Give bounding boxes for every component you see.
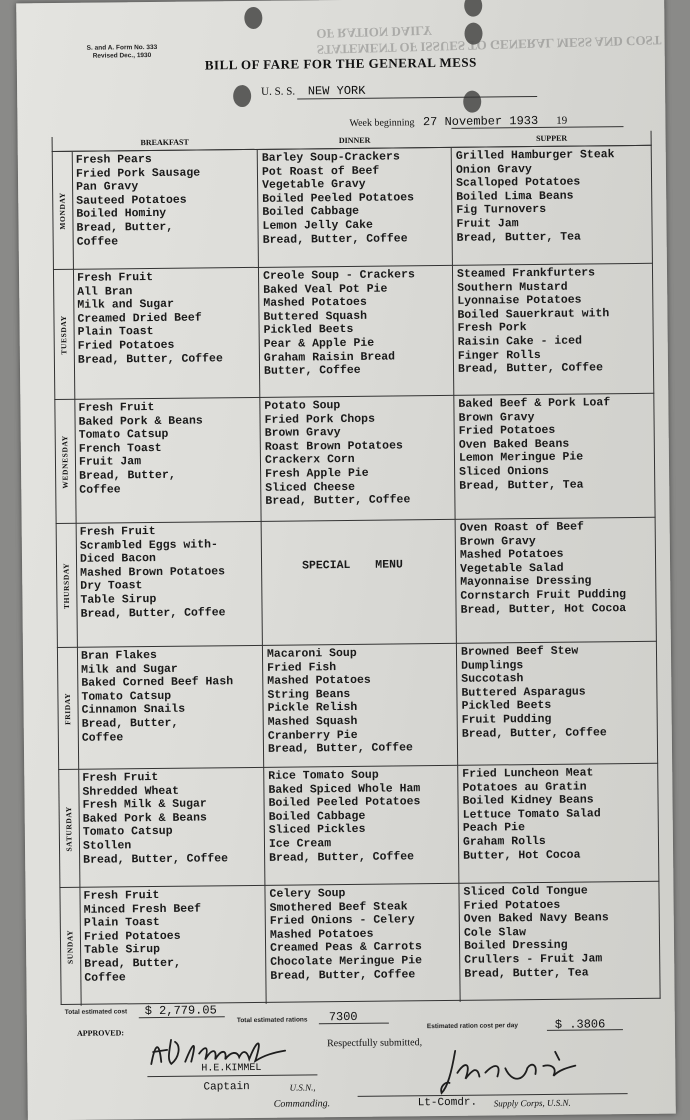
ration-cost-label: Estimated ration cost per day (426, 1022, 518, 1031)
approver-role: Commanding. (273, 1098, 331, 1110)
supper-cell (456, 518, 657, 644)
menu-item: Coffee (81, 730, 124, 745)
menu-item: Plain Toast (77, 325, 154, 340)
menu-item: Fried Luncheon Meat (462, 766, 594, 781)
day-label: FRIDAY (62, 692, 73, 726)
menu-item: Bread, Butter, Coffee (77, 351, 223, 367)
menu-item: Vegetable Gravy (262, 177, 366, 193)
menu-item: Brown Gravy (264, 426, 341, 441)
column-header-breakfast: BREAKFAST (140, 137, 189, 148)
menu-item: Fried Potatoes (77, 338, 175, 353)
menu-item: Bread, Butter, Coffee (461, 725, 607, 741)
menu-item: Southern Mustard (457, 280, 568, 295)
day-label: THURSDAY (61, 562, 72, 610)
menu-item: Fried Potatoes (83, 929, 181, 944)
menu-item: Table Sirup (84, 943, 161, 958)
menu-row-wednesday (54, 393, 655, 524)
bleed-through-text: STATEMENT OF ISSUES TO GENERAL MESS AND COST OF RATION DAILY (316, 23, 662, 58)
supper-cell (459, 882, 660, 1002)
menu-item: Bread, Butter, Coffee (265, 493, 411, 508)
menu-item: Coffee (79, 482, 121, 497)
menu-item: Pickled Beets (263, 323, 354, 338)
menu-item: Buttered Asparagus (461, 685, 586, 700)
menu-item: Creamed Peas & Carrots (270, 940, 422, 956)
menu-item: Fried Pork Chops (264, 412, 376, 427)
menu-item: Mayonnaise Dressing (460, 574, 592, 590)
menu-row-friday (57, 641, 658, 770)
menu-item: Bread, Butter, Coffee (83, 851, 229, 867)
menu-item: Cole Slaw (463, 925, 527, 940)
menu-item: Oven Roast of Beef (459, 520, 584, 535)
menu-item: Bread, Butter, (76, 220, 174, 235)
menu-item: Fried Potatoes (458, 423, 556, 439)
week-year-suffix: 19 (556, 114, 568, 127)
ship-field (261, 84, 365, 99)
menu-item: Table Sirup (80, 592, 157, 607)
menu-row-tuesday (53, 263, 654, 400)
menu-item: Fresh Pork (457, 321, 527, 336)
menu-item: Shredded Wheat (82, 784, 180, 799)
menu-item: Ice Cream (268, 837, 332, 851)
approver-rank: Captain (203, 1081, 250, 1094)
menu-item: Fried Potatoes (463, 898, 561, 913)
est-rations-label: Total estimated rations (236, 1016, 308, 1025)
day-label: WEDNESDAY (60, 435, 70, 489)
menu-item: Fruit Jam (456, 217, 519, 231)
est-rations-underline (319, 1023, 389, 1025)
menu-item: Brown Gravy (458, 410, 535, 425)
menu-item: Boiled Peeled Potatoes (262, 191, 415, 206)
day-label-cell (58, 770, 80, 888)
day-label-cell (56, 524, 78, 648)
menu-item: Pear & Apple Pie (263, 336, 375, 351)
menu-item: Browned Beef Stew (460, 644, 579, 659)
day-label: MONDAY (57, 192, 68, 230)
supper-cell (452, 146, 653, 266)
menu-item: Fruit Jam (78, 455, 142, 470)
menu-item: Fresh Fruit (83, 888, 160, 903)
menu-item: Brown Gravy (459, 534, 536, 549)
menu-item: Fresh Milk & Sugar (82, 797, 207, 812)
day-label-cell (53, 270, 75, 400)
menu-item: Peach Pie (462, 821, 526, 836)
est-rations-value: 7300 (328, 1009, 358, 1025)
day-label: TUESDAY (58, 315, 69, 355)
supper-cell (457, 642, 658, 766)
document-page (16, 0, 676, 1120)
menu-item: Baked Pork & Beans (78, 414, 203, 429)
day-label-cell (54, 400, 76, 524)
supper-cell (453, 264, 654, 396)
menu-item: Creole Soup - Crackers (262, 268, 415, 283)
menu-item: Coffee (84, 970, 126, 985)
menu-item: Bread, Butter, Hot Cocoa (460, 601, 627, 617)
breakfast-cell (73, 268, 260, 400)
dinner-cell (262, 520, 457, 646)
form-number-line: S. and A. Form No. 333 (86, 43, 158, 52)
menu-item: Lemon Jelly Cake (262, 218, 374, 233)
submitter-service: Supply Corps, U.S.N. (493, 1097, 571, 1109)
menu-item: Finger Rolls (457, 348, 541, 363)
breakfast-cell (74, 398, 261, 524)
menu-item: Minced Fresh Beef (83, 902, 202, 917)
menu-row-sunday (59, 881, 660, 1006)
menu-item: Stollen (82, 839, 132, 853)
menu-item: Fruit Pudding (461, 712, 552, 727)
dinner-cell (265, 884, 460, 1004)
menu-item: Plain Toast (83, 916, 160, 930)
menu-item: Diced Bacon (79, 552, 156, 566)
menu-item: Vegetable Salad (460, 561, 564, 576)
menu-item: Milk and Sugar (81, 662, 178, 677)
day-label: SUNDAY (65, 929, 75, 965)
menu-item: Boiled Cabbage (268, 809, 366, 824)
menu-item: Boiled Kidney Beans (462, 793, 594, 808)
menu-item: Mashed Potatoes (269, 927, 374, 942)
special-menu-note: SPECIAL MENU (302, 558, 403, 573)
menu-item: Coffee (76, 234, 119, 249)
punch-hole (463, 91, 481, 113)
menu-item: Raisin Cake - iced (457, 334, 583, 349)
menu-item: Pot Roast of Beef (261, 164, 380, 179)
menu-item: Dry Toast (80, 579, 143, 594)
menu-item: Fresh Fruit (79, 524, 156, 539)
menu-item: Fig Turnovers (456, 203, 547, 218)
menu-item: Onion Gravy (455, 162, 532, 177)
column-header-supper: SUPPER (536, 133, 568, 143)
est-cost-value: $ 2,779.05 (144, 1003, 217, 1019)
menu-item: Chocolate Meringue Pie (270, 954, 423, 969)
breakfast-cell (77, 646, 264, 770)
menu-item: Macaroni Soup (266, 646, 357, 661)
menu-item: Boiled Hominy (76, 207, 167, 222)
day-label-cell (59, 888, 81, 1006)
menu-item: String Beans (267, 687, 351, 702)
menu-item: Baked Corned Beef Hash (81, 675, 234, 690)
menu-item: Bread, Butter, Coffee (80, 605, 226, 621)
punch-hole (233, 85, 251, 107)
menu-item: Sliced Pickles (268, 823, 366, 838)
menu-item: Crullers - Fruit Jam (464, 952, 603, 967)
menu-item: Bread, Butter, Coffee (270, 967, 416, 983)
dinner-cell (264, 766, 459, 886)
supper-cell (458, 764, 659, 884)
dinner-cell (258, 148, 453, 268)
menu-item: Lettuce Tomato Salad (462, 807, 601, 822)
menu-item: Boiled Cabbage (262, 205, 360, 220)
menu-item: Butter, Hot Cocoa (463, 848, 581, 863)
menu-item: Celery Soup (269, 887, 346, 901)
menu-item: Tomato Catsup (81, 689, 172, 704)
menu-item: Bread, Butter, Coffee (457, 361, 604, 376)
document-title: BILL OF FARE FOR THE GENERAL MESS (204, 54, 477, 73)
ship-name: NEW YORK (307, 83, 366, 99)
menu-item: Boiled Lima Beans (456, 189, 574, 204)
menu-item: Boiled Sauerkraut with (457, 307, 610, 322)
punch-hole (464, 0, 482, 17)
day-label: SATURDAY (64, 806, 74, 852)
column-header-dinner: DINNER (338, 135, 371, 146)
menu-item: Bread, Butter, Coffee (267, 741, 413, 756)
menu-item: Bran Flakes (80, 648, 157, 663)
menu-item: Lyonnaise Potatoes (457, 293, 582, 309)
menu-item: Fresh Apple Pie (265, 466, 369, 481)
week-label: Week beginning (349, 117, 415, 129)
menu-item: Bread, Butter, (84, 956, 181, 971)
menu-item: Succotash (461, 672, 524, 686)
menu-item: Rice Tomato Soup (268, 768, 379, 783)
est-cost-underline (139, 1016, 225, 1018)
menu-item: Bread, Butter, Tea (459, 478, 584, 493)
menu-item: Tomato Catsup (78, 428, 169, 442)
supper-cell (454, 394, 655, 520)
menu-item: Smothered Beef Steak (269, 899, 408, 915)
week-value: 27 November 1933 (422, 113, 539, 130)
menu-row-thursday (56, 517, 657, 648)
menu-item: Potatoes au Gratin (462, 780, 587, 795)
menu-item: Fresh Fruit (76, 271, 154, 285)
menu-item: Roast Brown Potatoes (264, 439, 403, 454)
menu-item: Cornstarch Fruit Pudding (460, 588, 627, 603)
menu-item: Pan Gravy (76, 180, 139, 194)
menu-item: Sliced Cheese (265, 480, 356, 495)
menu-item: Bread, Butter, Coffee (269, 849, 415, 865)
menu-item: Scrambled Eggs with- (79, 537, 218, 553)
menu-item: Fried Fish (267, 660, 337, 675)
menu-item: Oven Baked Navy Beans (463, 911, 609, 926)
menu-item: Baked Beef & Pork Loaf (458, 396, 611, 411)
menu-row-monday (52, 145, 653, 270)
form-revision-line: Revised Dec., 1930 (92, 52, 152, 60)
menu-item: Cinnamon Snails (81, 703, 186, 718)
menu-item: Lemon Meringue Pie (458, 450, 584, 466)
dinner-cell (259, 266, 454, 398)
menu-item: All Bran (77, 284, 133, 299)
submitted-label: Respectfully submitted, (327, 1037, 423, 1050)
menu-item: Creamed Dried Beef (77, 311, 202, 326)
menu-item: Pickled Beets (461, 699, 552, 714)
menu-item: Cranberry Pie (267, 728, 358, 743)
menu-item: Bread, Butter, Coffee (262, 231, 408, 247)
menu-item: Mashed Potatoes (267, 673, 371, 689)
menu-item: Fresh Fruit (78, 400, 155, 415)
menu-item: Bread, Butter, (81, 716, 179, 731)
punch-hole (244, 7, 262, 29)
menu-item: Steamed Frankfurters (456, 266, 596, 281)
menu-item: Sliced Onions (459, 464, 549, 479)
menu-item: Crackerx Corn (264, 453, 355, 468)
est-cost-label: Total estimated cost (64, 1008, 128, 1016)
dinner-cell (263, 644, 458, 768)
menu-item: Baked Pork & Beans (82, 811, 208, 826)
menu-item: Sliced Cold Tongue (463, 884, 588, 899)
menu-item: Boiled Peeled Potatoes (268, 795, 421, 811)
menu-item: Baked Spiced Whole Ham (268, 781, 421, 797)
menu-item: Mashed Potatoes (459, 547, 564, 562)
menu-item: Fried Onions - Celery (269, 913, 415, 929)
menu-item: Pickle Relish (267, 701, 358, 716)
menu-item: Fresh Fruit (82, 770, 159, 785)
approver-service: U.S.N., (289, 1082, 316, 1093)
menu-item: Mashed Brown Potatoes (80, 565, 226, 580)
approved-label: APPROVED: (76, 1028, 125, 1038)
day-label-cell (57, 648, 79, 770)
menu-item: Bread, Butter, Tea (464, 966, 589, 981)
menu-item: Barley Soup-Crackers (261, 150, 400, 165)
menu-item: Bread, Butter, (79, 468, 176, 483)
menu-item: Boiled Dressing (464, 939, 568, 954)
menu-item: Mashed Squash (267, 714, 358, 729)
menu-row-saturday (58, 763, 659, 888)
dinner-cell (260, 396, 455, 522)
submitter-rank: Lt-Comdr. (417, 1096, 478, 1110)
menu-item: Oven Baked Beans (458, 437, 570, 452)
menu-item: Butter, Coffee (263, 363, 361, 379)
menu-item: Milk and Sugar (77, 297, 175, 312)
menu-item: Mashed Potatoes (263, 295, 367, 311)
menu-item: Sauteed Potatoes (76, 193, 187, 208)
menu-item: Dumplings (461, 658, 524, 673)
week-field (349, 114, 567, 130)
breakfast-cell (78, 768, 265, 888)
breakfast-cell (72, 150, 259, 270)
breakfast-cell (76, 522, 263, 648)
menu-item: Baked Veal Pot Pie (263, 282, 388, 297)
ration-cost-value: $ .3806 (554, 1017, 606, 1032)
menu-item: Buttered Squash (263, 309, 368, 324)
menu-item: Graham Rolls (462, 834, 546, 849)
menu-item: French Toast (78, 441, 162, 456)
day-label-cell (52, 152, 74, 270)
menu-item: Potato Soup (264, 399, 341, 413)
menu-item: Fresh Pears (75, 153, 152, 167)
menu-item: Bread, Butter, Tea (456, 230, 581, 245)
approver-name: H.E.KIMMEL (201, 1062, 262, 1075)
ship-label: U. S. S. (261, 85, 296, 98)
menu-item: Graham Raisin Bread (263, 350, 396, 365)
menu-item: Grilled Hamburger Steak (455, 148, 615, 163)
menu-item: Scalloped Potatoes (456, 175, 581, 191)
menu-item: Fried Pork Sausage (75, 166, 201, 181)
menu-item: Tomato Catsup (82, 825, 173, 840)
breakfast-cell (79, 886, 266, 1006)
